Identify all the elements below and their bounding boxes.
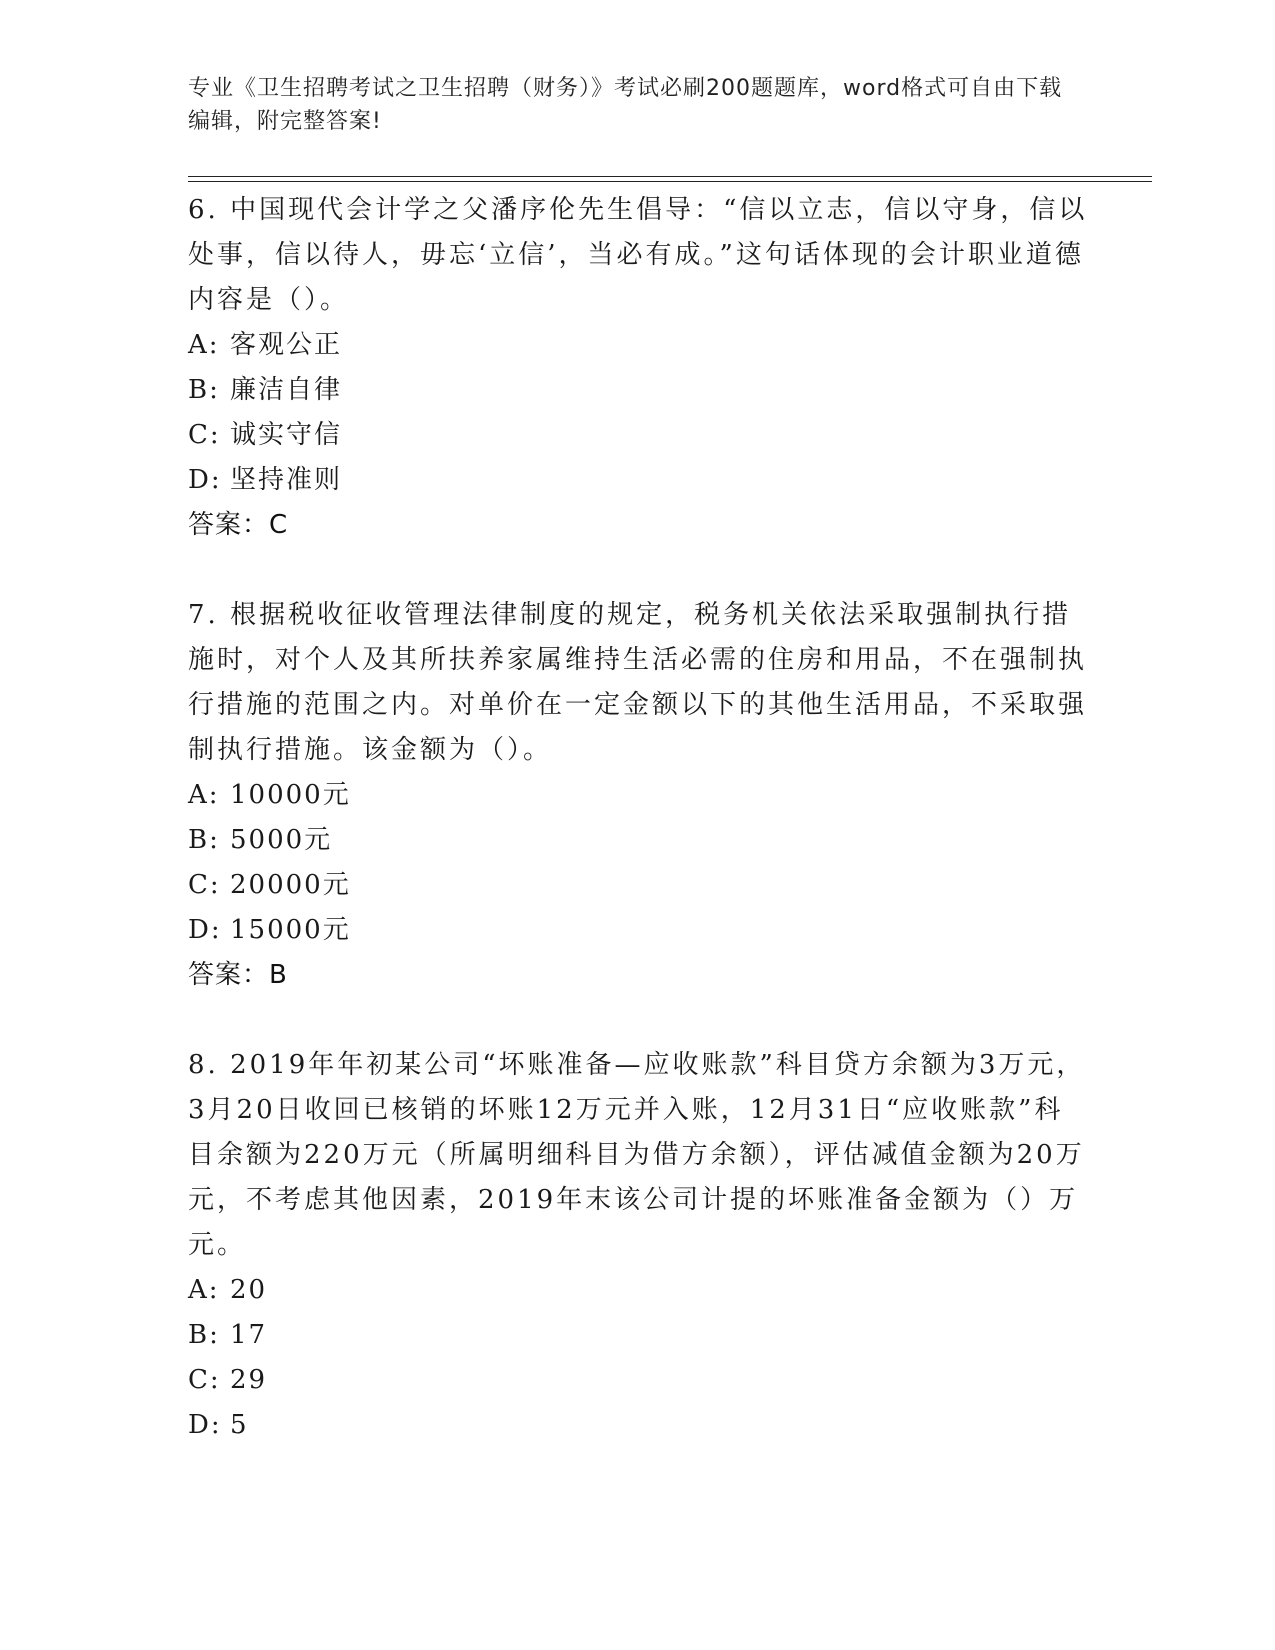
- question-text: 7. 根据税收征收管理法律制度的规定，税务机关依法采取强制执行措施时，对个人及其所扶养家属维持生活必需的住房和用品，不在强制执行措施的范围之内。对单价在一定金额以下的其他生活用品，不采取强制执行措施。该金额为（）。: [188, 600, 1088, 765]
- option-text: 20000元: [230, 870, 351, 900]
- answer-label: 答案：B: [188, 960, 288, 990]
- option-key: D:: [188, 1410, 222, 1440]
- question-text: 8. 2019年年初某公司“坏账准备—应收账款”科目贷方余额为3万元，3月20日收回已核销的坏账12万元并入账，12月31日“应收账款”科目余额为220万元（所属明细科目为借方余额），评估减值金额为20万元，不考虑其他因素，2019年末该公司计提的坏账准备金额为（）万元。: [188, 1050, 1086, 1260]
- option-text: 17: [230, 1320, 268, 1350]
- question-spacer: [188, 548, 1088, 593]
- questions-list: [188, 188, 1088, 1448]
- option-text: 5: [230, 1410, 249, 1440]
- document-header: 专业《卫生招聘考试之卫生招聘（财务）》考试必刷200题题库，word格式可自由下载编辑，附完整答案!: [188, 76, 1063, 134]
- option-key: C:: [188, 1365, 221, 1395]
- header-rule-top: [188, 176, 1152, 177]
- question-6: [188, 188, 1088, 548]
- option-text: 29: [230, 1365, 268, 1395]
- option-d: [188, 1403, 1088, 1448]
- option-key: B:: [188, 1320, 220, 1350]
- option-b: [188, 818, 1088, 863]
- option-b: [188, 1313, 1088, 1358]
- option-key: C:: [188, 420, 221, 450]
- option-key: D:: [188, 465, 222, 495]
- option-a: [188, 323, 1088, 368]
- answer-label: 答案：C: [188, 510, 289, 540]
- option-text: 15000元: [230, 915, 351, 945]
- question-7: [188, 593, 1088, 998]
- question-8: [188, 1043, 1088, 1448]
- option-key: B:: [188, 375, 220, 405]
- option-text: 10000元: [230, 780, 351, 810]
- option-text: 坚持准则: [230, 465, 343, 495]
- option-text: 廉洁自律: [230, 375, 343, 405]
- option-text: 客观公正: [230, 330, 343, 360]
- option-key: A:: [188, 780, 220, 810]
- option-text: 诚实守信: [230, 420, 343, 450]
- option-b: [188, 368, 1088, 413]
- option-d: [188, 458, 1088, 503]
- option-key: D:: [188, 915, 222, 945]
- option-key: C:: [188, 870, 221, 900]
- option-c: [188, 1358, 1088, 1403]
- option-a: [188, 1268, 1088, 1313]
- option-text: 20: [230, 1275, 268, 1305]
- question-text: 6. 中国现代会计学之父潘序伦先生倡导：“信以立志，信以守身，信以处事，信以待人，毋忘‘立信’，当必有成。”这句话体现的会计职业道德内容是（）。: [188, 195, 1088, 315]
- option-c: [188, 863, 1088, 908]
- header-rule-bottom: [188, 181, 1152, 182]
- option-key: B:: [188, 825, 220, 855]
- option-text: 5000元: [230, 825, 333, 855]
- option-a: [188, 773, 1088, 818]
- option-key: A:: [188, 1275, 220, 1305]
- option-d: [188, 908, 1088, 953]
- question-spacer: [188, 998, 1088, 1043]
- option-key: A:: [188, 330, 220, 360]
- option-c: [188, 413, 1088, 458]
